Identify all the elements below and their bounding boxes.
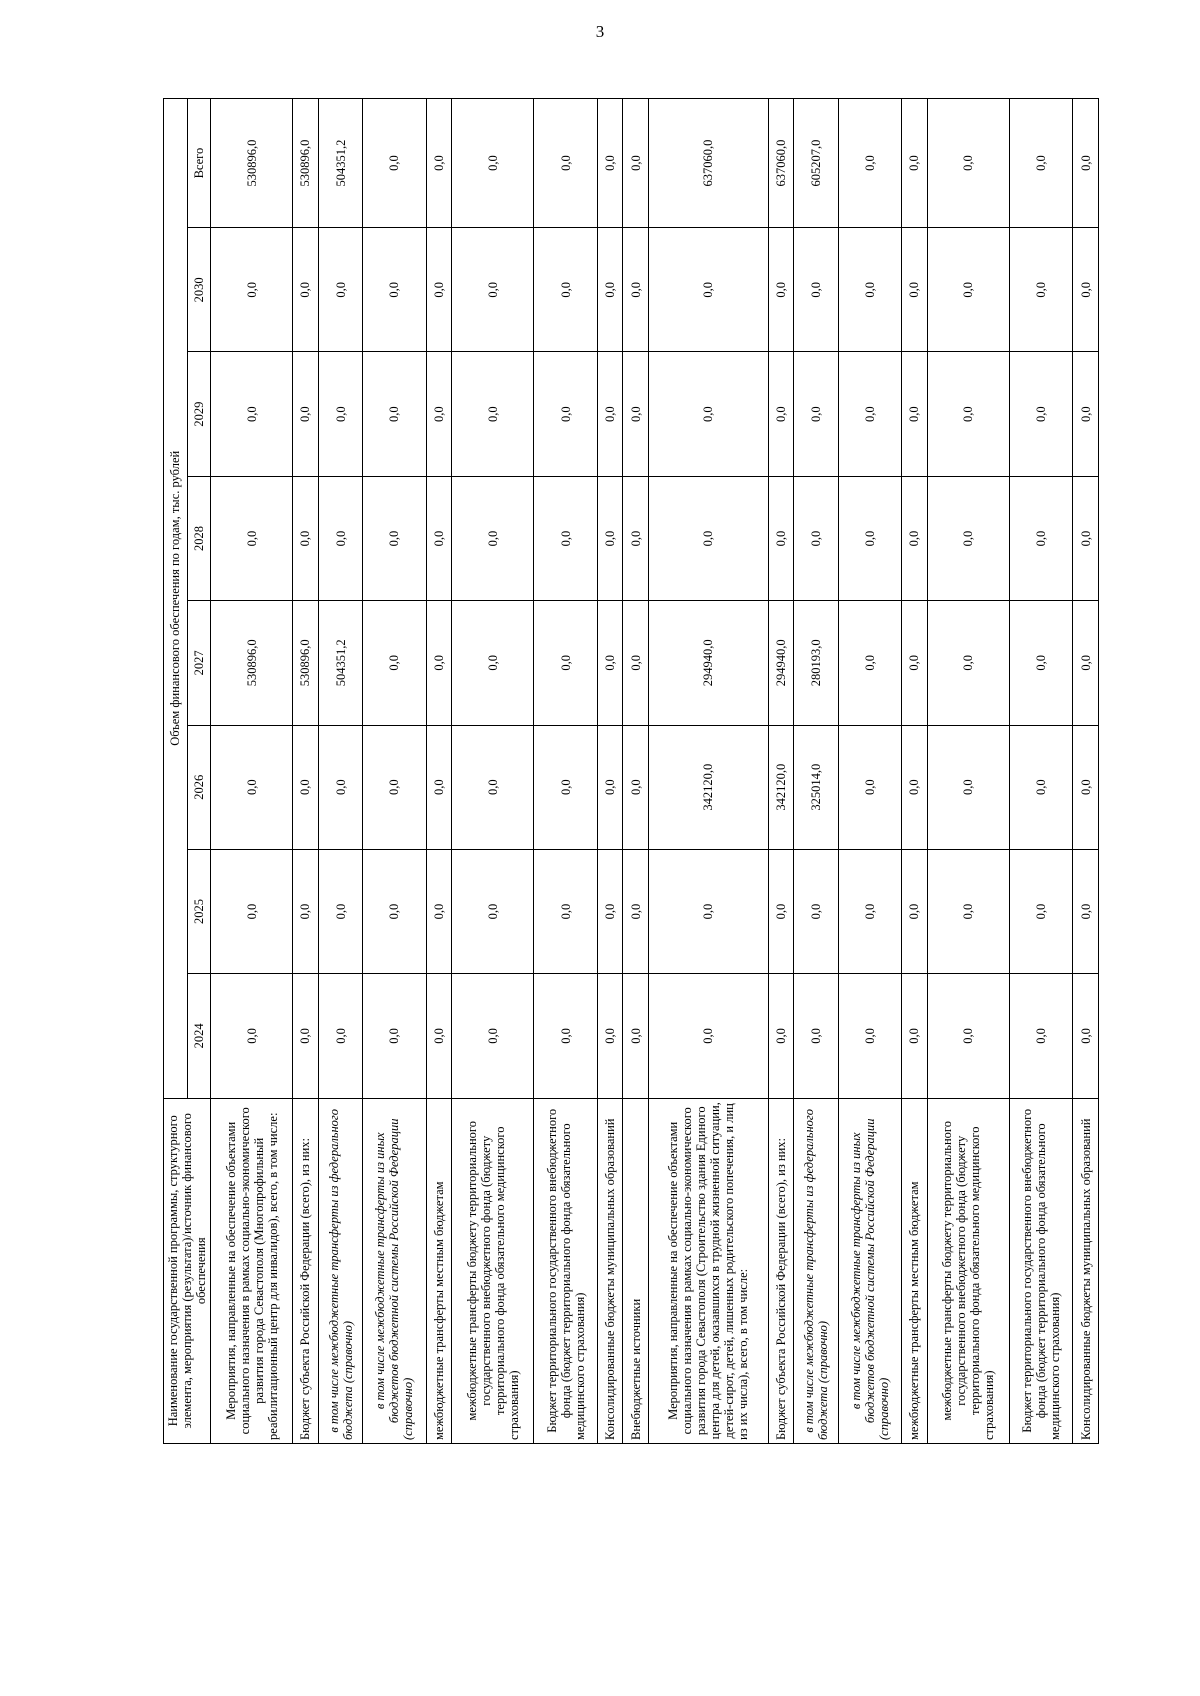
column-header-year-2024: 2024 bbox=[187, 974, 211, 1098]
row-label: Бюджет субъекта Российской Федерации (всего), из них: bbox=[768, 1098, 794, 1443]
cell-year-2030: 0,0 bbox=[597, 228, 623, 352]
cell-total: 530896,0 bbox=[211, 99, 293, 228]
table-row bbox=[363, 99, 426, 1444]
cell-year-2028: 0,0 bbox=[452, 476, 534, 600]
cell-year-2030: 0,0 bbox=[768, 228, 794, 352]
cell-year-2026: 0,0 bbox=[1073, 725, 1099, 849]
cell-year-2028: 0,0 bbox=[768, 476, 794, 600]
cell-year-2028: 0,0 bbox=[426, 476, 452, 600]
cell-year-2027: 0,0 bbox=[597, 601, 623, 725]
cell-year-2030: 0,0 bbox=[648, 228, 768, 352]
cell-year-2027: 294940,0 bbox=[648, 601, 768, 725]
cell-year-2024: 0,0 bbox=[623, 974, 649, 1098]
cell-year-2028: 0,0 bbox=[927, 476, 1009, 600]
cell-year-2026: 0,0 bbox=[363, 725, 426, 849]
row-label: Мероприятия, направленные на обеспечение объектами социального назначения в рамках социально-экономического развития города Севастополя (Строительство здания Единого центра для детей, оказавшихся в трудной жизненной ситуации, детей-сирот, детей, лишенных родительского попечения, и лиц из их числа), всего, в том числе: bbox=[648, 1098, 768, 1443]
row-label: Бюджет территориального государственного внебюджетного фонда (бюджет территориального фонда обязательного медицинского страхования) bbox=[1009, 1098, 1072, 1443]
cell-year-2030: 0,0 bbox=[838, 228, 901, 352]
cell-year-2027: 0,0 bbox=[1073, 601, 1099, 725]
cell-year-2029: 0,0 bbox=[623, 352, 649, 476]
cell-year-2029: 0,0 bbox=[902, 352, 928, 476]
row-label: межбюджетные трансферты местным бюджетам bbox=[902, 1098, 928, 1443]
cell-year-2030: 0,0 bbox=[452, 228, 534, 352]
cell-year-2028: 0,0 bbox=[794, 476, 838, 600]
row-label: Внебюджетные источники bbox=[623, 1098, 649, 1443]
cell-year-2025: 0,0 bbox=[838, 849, 901, 973]
row-label: межбюджетные трансферты бюджету территориального государственного внебюджетного фонда (бюджету территориального фонда обязательного медицинского страхования) bbox=[927, 1098, 1009, 1443]
cell-total: 0,0 bbox=[426, 99, 452, 228]
cell-year-2028: 0,0 bbox=[902, 476, 928, 600]
cell-year-2030: 0,0 bbox=[1009, 228, 1072, 352]
column-header-total: Всего bbox=[187, 99, 211, 228]
column-header-group-funding: Объем финансового обеспечения по годам, тыс. рублей bbox=[164, 99, 188, 1099]
column-header-year-2026: 2026 bbox=[187, 725, 211, 849]
cell-total: 530896,0 bbox=[293, 99, 319, 228]
cell-year-2024: 0,0 bbox=[927, 974, 1009, 1098]
cell-total: 637060,0 bbox=[768, 99, 794, 228]
column-header-year-2030: 2030 bbox=[187, 228, 211, 352]
row-label: в том числе межбюджетные трансферты из федерального бюджета (справочно) bbox=[318, 1098, 362, 1443]
financial-table-container bbox=[163, 98, 1093, 1444]
cell-year-2027: 0,0 bbox=[838, 601, 901, 725]
cell-year-2025: 0,0 bbox=[768, 849, 794, 973]
cell-year-2025: 0,0 bbox=[623, 849, 649, 973]
row-label: Мероприятия, направленные на обеспечение объектами социального назначения в рамках социально-экономического развития города Севастополя (Многопрофильный реабилитационный центр для инвалидов), всего, в том числе: bbox=[211, 1098, 293, 1443]
cell-year-2025: 0,0 bbox=[363, 849, 426, 973]
column-header-year-2029: 2029 bbox=[187, 352, 211, 476]
cell-year-2025: 0,0 bbox=[452, 849, 534, 973]
table-row bbox=[597, 99, 623, 1444]
cell-total: 0,0 bbox=[902, 99, 928, 228]
header-row-group bbox=[164, 99, 188, 1444]
cell-year-2029: 0,0 bbox=[426, 352, 452, 476]
row-label: в том числе межбюджетные трансферты из иных бюджетов бюджетной системы Российской Федерации (справочно) bbox=[363, 1098, 426, 1443]
cell-total: 0,0 bbox=[1073, 99, 1099, 228]
cell-year-2024: 0,0 bbox=[452, 974, 534, 1098]
cell-year-2029: 0,0 bbox=[768, 352, 794, 476]
cell-year-2025: 0,0 bbox=[902, 849, 928, 973]
cell-year-2026: 0,0 bbox=[452, 725, 534, 849]
row-label: Консолидированные бюджеты муниципальных образований bbox=[1073, 1098, 1099, 1443]
table-row bbox=[623, 99, 649, 1444]
cell-year-2025: 0,0 bbox=[1009, 849, 1072, 973]
cell-year-2024: 0,0 bbox=[1073, 974, 1099, 1098]
cell-year-2024: 0,0 bbox=[794, 974, 838, 1098]
cell-total: 0,0 bbox=[534, 99, 597, 228]
cell-year-2030: 0,0 bbox=[623, 228, 649, 352]
table-row bbox=[838, 99, 901, 1444]
table-body bbox=[211, 99, 1099, 1444]
cell-year-2027: 0,0 bbox=[534, 601, 597, 725]
cell-total: 0,0 bbox=[597, 99, 623, 228]
cell-year-2025: 0,0 bbox=[293, 849, 319, 973]
cell-year-2030: 0,0 bbox=[363, 228, 426, 352]
column-header-year-2027: 2027 bbox=[187, 601, 211, 725]
cell-year-2025: 0,0 bbox=[534, 849, 597, 973]
cell-year-2026: 342120,0 bbox=[648, 725, 768, 849]
cell-year-2027: 294940,0 bbox=[768, 601, 794, 725]
cell-year-2024: 0,0 bbox=[768, 974, 794, 1098]
row-label: межбюджетные трансферты местным бюджетам bbox=[426, 1098, 452, 1443]
table-row bbox=[902, 99, 928, 1444]
cell-year-2029: 0,0 bbox=[452, 352, 534, 476]
cell-year-2030: 0,0 bbox=[794, 228, 838, 352]
cell-year-2027: 0,0 bbox=[363, 601, 426, 725]
cell-year-2026: 0,0 bbox=[902, 725, 928, 849]
cell-year-2025: 0,0 bbox=[794, 849, 838, 973]
table-row bbox=[1073, 99, 1099, 1444]
cell-year-2024: 0,0 bbox=[902, 974, 928, 1098]
cell-year-2027: 0,0 bbox=[1009, 601, 1072, 725]
cell-year-2028: 0,0 bbox=[318, 476, 362, 600]
cell-year-2024: 0,0 bbox=[363, 974, 426, 1098]
cell-year-2026: 0,0 bbox=[534, 725, 597, 849]
row-label: межбюджетные трансферты бюджету территориального государственного внебюджетного фонда (бюджету территориального фонда обязательного медицинского страхования) bbox=[452, 1098, 534, 1443]
table-row bbox=[211, 99, 293, 1444]
cell-total: 0,0 bbox=[838, 99, 901, 228]
cell-year-2024: 0,0 bbox=[318, 974, 362, 1098]
cell-year-2026: 0,0 bbox=[623, 725, 649, 849]
cell-year-2026: 342120,0 bbox=[768, 725, 794, 849]
cell-year-2025: 0,0 bbox=[927, 849, 1009, 973]
cell-year-2028: 0,0 bbox=[623, 476, 649, 600]
cell-year-2026: 0,0 bbox=[927, 725, 1009, 849]
cell-year-2025: 0,0 bbox=[597, 849, 623, 973]
cell-total: 0,0 bbox=[927, 99, 1009, 228]
column-header-year-2025: 2025 bbox=[187, 849, 211, 973]
cell-year-2028: 0,0 bbox=[534, 476, 597, 600]
cell-year-2029: 0,0 bbox=[318, 352, 362, 476]
cell-total: 0,0 bbox=[623, 99, 649, 228]
table-row bbox=[1009, 99, 1072, 1444]
row-label: Бюджет территориального государственного внебюджетного фонда (бюджет территориального фонда обязательного медицинского страхования) bbox=[534, 1098, 597, 1443]
cell-year-2028: 0,0 bbox=[211, 476, 293, 600]
cell-total: 637060,0 bbox=[648, 99, 768, 228]
cell-year-2027: 0,0 bbox=[902, 601, 928, 725]
cell-year-2027: 0,0 bbox=[452, 601, 534, 725]
cell-total: 0,0 bbox=[363, 99, 426, 228]
row-label: в том числе межбюджетные трансферты из федерального бюджета (справочно) bbox=[794, 1098, 838, 1443]
cell-year-2028: 0,0 bbox=[293, 476, 319, 600]
cell-year-2029: 0,0 bbox=[1009, 352, 1072, 476]
cell-year-2030: 0,0 bbox=[534, 228, 597, 352]
table-row bbox=[318, 99, 362, 1444]
cell-year-2029: 0,0 bbox=[363, 352, 426, 476]
row-label: в том числе межбюджетные трансферты из иных бюджетов бюджетной системы Российской Федерации (справочно) bbox=[838, 1098, 901, 1443]
page-number: 3 bbox=[595, 22, 605, 41]
cell-year-2030: 0,0 bbox=[293, 228, 319, 352]
cell-year-2024: 0,0 bbox=[293, 974, 319, 1098]
cell-year-2030: 0,0 bbox=[318, 228, 362, 352]
table-header bbox=[164, 99, 211, 1444]
cell-year-2027: 280193,0 bbox=[794, 601, 838, 725]
table-row bbox=[794, 99, 838, 1444]
table-row bbox=[768, 99, 794, 1444]
cell-year-2024: 0,0 bbox=[648, 974, 768, 1098]
table-row bbox=[534, 99, 597, 1444]
column-header-year-2028: 2028 bbox=[187, 476, 211, 600]
cell-total: 0,0 bbox=[452, 99, 534, 228]
cell-year-2029: 0,0 bbox=[1073, 352, 1099, 476]
cell-year-2027: 0,0 bbox=[927, 601, 1009, 725]
cell-year-2024: 0,0 bbox=[1009, 974, 1072, 1098]
cell-year-2027: 504351,2 bbox=[318, 601, 362, 725]
cell-year-2026: 0,0 bbox=[211, 725, 293, 849]
cell-year-2030: 0,0 bbox=[927, 228, 1009, 352]
cell-year-2030: 0,0 bbox=[426, 228, 452, 352]
cell-year-2024: 0,0 bbox=[597, 974, 623, 1098]
cell-year-2029: 0,0 bbox=[927, 352, 1009, 476]
cell-year-2024: 0,0 bbox=[426, 974, 452, 1098]
cell-year-2026: 0,0 bbox=[293, 725, 319, 849]
cell-year-2028: 0,0 bbox=[363, 476, 426, 600]
cell-year-2028: 0,0 bbox=[838, 476, 901, 600]
cell-total: 504351,2 bbox=[318, 99, 362, 228]
column-header-name: Наименование государственной программы, структурного элемента, мероприятия (результата)/источник финансового обеспечения bbox=[164, 1098, 211, 1443]
cell-year-2027: 530896,0 bbox=[293, 601, 319, 725]
cell-year-2026: 0,0 bbox=[838, 725, 901, 849]
table-row bbox=[293, 99, 319, 1444]
cell-year-2028: 0,0 bbox=[1009, 476, 1072, 600]
cell-year-2030: 0,0 bbox=[902, 228, 928, 352]
cell-year-2028: 0,0 bbox=[648, 476, 768, 600]
cell-year-2025: 0,0 bbox=[426, 849, 452, 973]
table-row bbox=[648, 99, 768, 1444]
cell-year-2026: 0,0 bbox=[426, 725, 452, 849]
cell-year-2030: 0,0 bbox=[1073, 228, 1099, 352]
cell-year-2025: 0,0 bbox=[211, 849, 293, 973]
cell-year-2029: 0,0 bbox=[794, 352, 838, 476]
table-row bbox=[927, 99, 1009, 1444]
cell-year-2029: 0,0 bbox=[597, 352, 623, 476]
cell-total: 605207,0 bbox=[794, 99, 838, 228]
cell-year-2027: 0,0 bbox=[426, 601, 452, 725]
cell-year-2026: 0,0 bbox=[318, 725, 362, 849]
cell-year-2025: 0,0 bbox=[648, 849, 768, 973]
cell-year-2027: 0,0 bbox=[623, 601, 649, 725]
cell-year-2029: 0,0 bbox=[293, 352, 319, 476]
cell-year-2028: 0,0 bbox=[1073, 476, 1099, 600]
row-label: Бюджет субъекта Российской Федерации (всего), из них: bbox=[293, 1098, 319, 1443]
cell-year-2029: 0,0 bbox=[211, 352, 293, 476]
cell-year-2025: 0,0 bbox=[1073, 849, 1099, 973]
cell-total: 0,0 bbox=[1009, 99, 1072, 228]
cell-year-2025: 0,0 bbox=[318, 849, 362, 973]
financial-table bbox=[163, 98, 1099, 1444]
cell-year-2028: 0,0 bbox=[597, 476, 623, 600]
cell-year-2024: 0,0 bbox=[534, 974, 597, 1098]
cell-year-2026: 325014,0 bbox=[794, 725, 838, 849]
cell-year-2026: 0,0 bbox=[597, 725, 623, 849]
table-row bbox=[426, 99, 452, 1444]
row-label: Консолидированные бюджеты муниципальных образований bbox=[597, 1098, 623, 1443]
cell-year-2029: 0,0 bbox=[648, 352, 768, 476]
cell-year-2027: 530896,0 bbox=[211, 601, 293, 725]
table-row bbox=[452, 99, 534, 1444]
cell-year-2024: 0,0 bbox=[838, 974, 901, 1098]
cell-year-2024: 0,0 bbox=[211, 974, 293, 1098]
cell-year-2030: 0,0 bbox=[211, 228, 293, 352]
cell-year-2029: 0,0 bbox=[534, 352, 597, 476]
cell-year-2029: 0,0 bbox=[838, 352, 901, 476]
cell-year-2026: 0,0 bbox=[1009, 725, 1072, 849]
